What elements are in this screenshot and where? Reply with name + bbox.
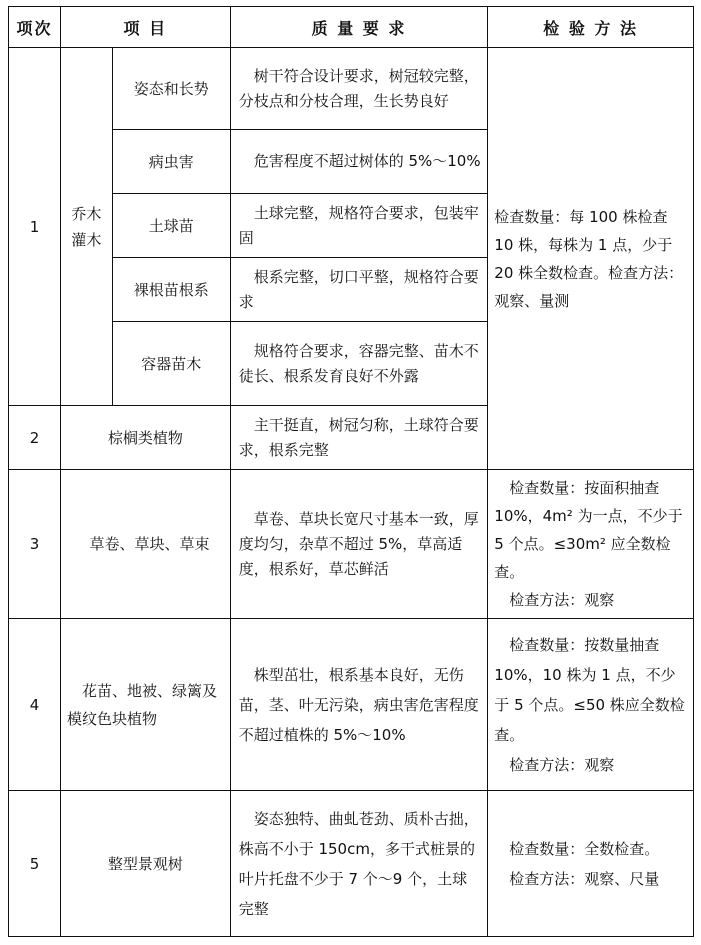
header-row: [9, 7, 694, 48]
header-req: 质 量 要 求: [230, 7, 488, 48]
quality-table: [8, 6, 694, 937]
table-row: [9, 619, 694, 791]
row-number: 3: [9, 470, 61, 619]
subitem-name: 土球苗: [112, 194, 230, 258]
category-cell: 乔木灌木: [60, 48, 112, 406]
method-quantity: 检查数量：按数量抽查 10%，10 株为 1 点，不少于 5 个点。≤50 株应全数检查。: [494, 635, 685, 744]
method-cell: [488, 470, 694, 619]
requirement-cell: 树干符合设计要求，树冠较完整，分枝点和分枝合理，生长势良好: [230, 48, 488, 130]
requirement-cell: 规格符合要求，容器完整、苗木不徒长、根系发育良好不外露: [230, 322, 488, 406]
method-quantity: 检查数量：按面积抽查 10%，4m² 为一点，不少于 5 个点。≤30m² 应全数检查。: [494, 479, 683, 581]
subitem-name: 病虫害: [112, 130, 230, 194]
item-cell: 整型景观树: [60, 791, 230, 937]
table-row: [9, 470, 694, 619]
row-number: 4: [9, 619, 61, 791]
row-number: 5: [9, 791, 61, 937]
method-quantity: 检查数量：全数检查。: [509, 839, 660, 858]
requirement-cell: 株型茁壮，根系基本良好，无伤苗，茎、叶无污染，病虫害危害程度不超过植株的 5%～10%: [230, 619, 488, 791]
row-number: 1: [9, 48, 61, 406]
method-approach: 检查方法：观察: [509, 591, 615, 609]
table-row: [9, 791, 694, 937]
header-item: 项 目: [60, 7, 230, 48]
table-row: [9, 48, 694, 130]
subitem-name: 容器苗木: [112, 322, 230, 406]
requirement-cell: 姿态独特、曲虬苍劲、质朴古拙，株高不小于 150cm，多干式桩景的叶片托盘不少于 7 个～9 个，土球完整: [230, 791, 488, 937]
header-method: 检 验 方 法: [488, 7, 694, 48]
subitem-name: 裸根苗根系: [112, 258, 230, 322]
method-cell: [488, 791, 694, 937]
method-cell: [488, 619, 694, 791]
item-cell: 棕榈类植物: [60, 406, 230, 470]
item-cell: 草卷、草块、草束: [60, 470, 230, 619]
header-no: 项次: [9, 7, 61, 48]
item-cell: 花苗、地被、绿篱及模纹色块植物: [60, 619, 230, 791]
requirement-cell: 主干挺直，树冠匀称，土球符合要求，根系完整: [230, 406, 488, 470]
row-number: 2: [9, 406, 61, 470]
subitem-name: 姿态和长势: [112, 48, 230, 130]
requirement-cell: 危害程度不超过树体的 5%～10%: [230, 130, 488, 194]
requirement-cell: 根系完整，切口平整，规格符合要求: [230, 258, 488, 322]
method-approach: 检查方法：观察、尺量: [509, 869, 660, 888]
method-approach: 检查方法：观察: [509, 755, 615, 774]
requirement-cell: 土球完整，规格符合要求，包装牢固: [230, 194, 488, 258]
method-cell: 检查数量：每 100 株检查 10 株，每株为 1 点，少于 20 株全数检查。检查方法：观察、量测: [488, 48, 694, 470]
requirement-cell: 草卷、草块长宽尺寸基本一致，厚度均匀，杂草不超过 5%，草高适度，根系好，草芯鲜活: [230, 470, 488, 619]
